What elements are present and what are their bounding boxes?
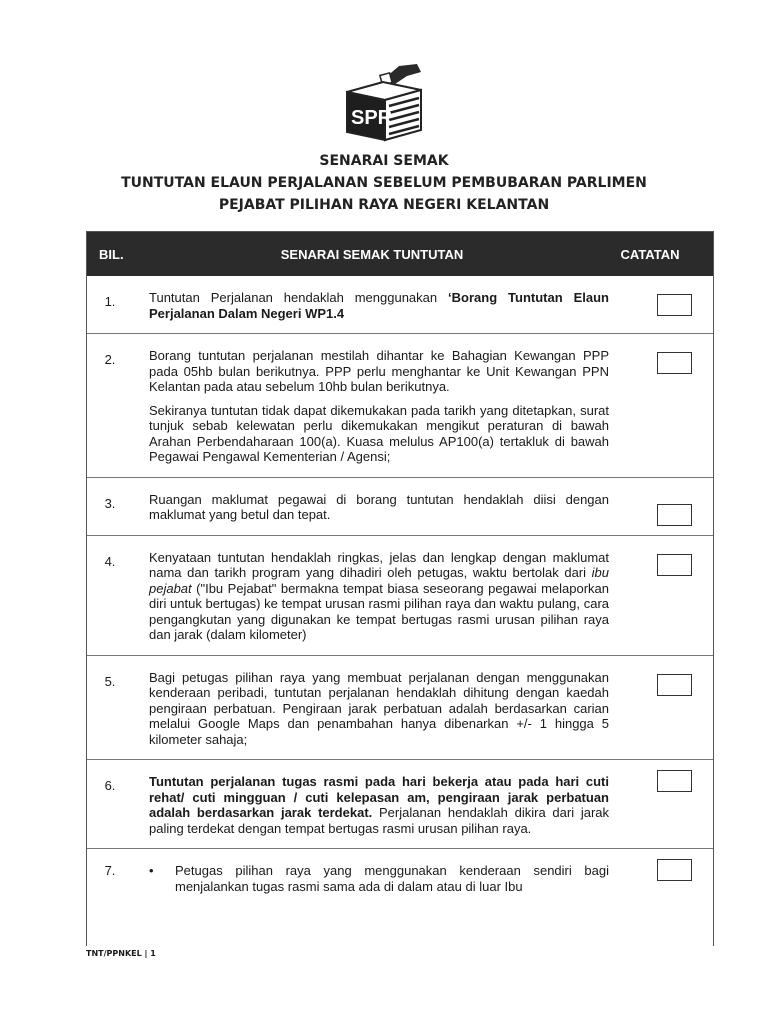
header-catatan: CATATAN <box>620 246 680 262</box>
spr-logo <box>337 60 429 142</box>
table-row <box>87 276 713 334</box>
row-content <box>133 536 609 655</box>
catatan-cell <box>609 849 713 906</box>
row-text: Perjalanan hendaklah dikira dari jarak paling terdekat dengan tempat bertugas rasmi urusan pilihan raya. <box>149 805 610 836</box>
catatan-cell <box>609 334 713 477</box>
checkbox[interactable] <box>657 770 692 792</box>
logo-text: SPR <box>351 107 393 129</box>
row-text: Petugas pilihan raya yang menggunakan kenderaan sendiri bagi menjalankan tugas rasmi sama ada di dalam atau di luar Ibu <box>175 863 609 894</box>
checkbox[interactable] <box>657 294 692 316</box>
catatan-cell <box>609 536 713 655</box>
checklist-table <box>86 231 714 946</box>
table-row <box>87 478 713 536</box>
row-number: 2. <box>104 352 116 367</box>
page-footer: TNT/PPNKEL | 1 <box>86 949 156 958</box>
table-row <box>87 656 713 761</box>
catatan-cell <box>609 760 713 848</box>
row-text-bold: ‘Borang Tuntutan Elaun Perjalanan Dalam Negeri WP1.4 <box>149 290 609 321</box>
row-content <box>133 478 609 535</box>
row-text-bold: Tuntutan perjalanan tugas rasmi pada hari bekerja atau pada hari cuti rehat/ cuti mingguan / cuti kelepasan am, pengiraan jarak perbatuan adalah berdasarkan jarak terdekat. <box>149 774 609 820</box>
header-senarai: SENARAI SEMAK TUNTUTAN <box>280 246 464 262</box>
row-content <box>133 849 609 906</box>
row-number: 6. <box>104 778 116 793</box>
row-text: Kenyataan tuntutan hendaklah ringkas, jelas dan lengkap dengan maklumat nama dan tarikh program yang dihadiri oleh petugas, waktu bertolak dari <box>149 549 609 580</box>
table-row <box>87 334 713 478</box>
checkbox[interactable] <box>657 352 692 374</box>
catatan-cell <box>609 656 713 760</box>
row-content <box>133 760 609 848</box>
checkbox[interactable] <box>657 859 692 881</box>
table-header <box>87 232 713 276</box>
row-content <box>133 656 609 760</box>
document-titles <box>0 150 768 216</box>
row-text: Bagi petugas pilihan raya yang membuat perjalanan dengan menggunakan kenderaan peribadi, tuntutan perjalanan hendaklah dihitung dengan kaedah pengiraan perbatuan. Pengiraan jarak perbatuan adalah berdasarkan carian melalui Google Maps dan penambahan hanya dibenarkan +/- 1 hingga 5 kilometer sahaja; <box>149 669 609 747</box>
row-text: Sekiranya tuntutan tidak dapat dikemukakan pada tarikh yang ditetapkan, surat tunjuk sebab kelewatan perlu dikemukakan mengikut peraturan di bawah Arahan Perbendaharaan 100(a). Kuasa melulus AP100(a) tertakluk di bawah Pegawai Pengawal Kementerian / Agensi; <box>149 402 609 464</box>
checkbox[interactable] <box>657 674 692 696</box>
table-row <box>87 849 713 906</box>
catatan-cell <box>609 276 713 333</box>
bullet-icon: • <box>149 863 154 878</box>
row-number: 7. <box>104 863 116 878</box>
table-row <box>87 760 713 849</box>
checkbox[interactable] <box>657 504 692 526</box>
checkbox[interactable] <box>657 554 692 576</box>
row-number: 3. <box>104 495 116 511</box>
title-line-3: PEJABAT PILIHAN RAYA NEGERI KELANTAN <box>218 197 550 213</box>
row-text-italic: ibu pejabat <box>149 565 609 596</box>
catatan-cell <box>609 478 713 535</box>
row-text: ("Ibu Pejabat" bermakna tempat biasa seseorang pegawai melaporkan diri untuk bertugas) ke tempat urusan rasmi pilihan raya dan waktu pulang, cara pengangkutan yang digunakan ke tempat bertugas rasmi urusan pilihan raya dan jarak (dalam kilometer) <box>149 580 609 642</box>
header-bil: BIL. <box>99 246 124 262</box>
table-row <box>87 536 713 656</box>
row-number: 4. <box>104 553 116 569</box>
row-text: Borang tuntutan perjalanan mestilah dihantar ke Bahagian Kewangan PPP pada 05hb bulan berikutnya. PPP perlu menghantar ke Unit Kewangan PPN Kelantan pada atau sebelum 10hb bulan berikutnya. <box>149 348 609 394</box>
row-content <box>133 334 609 477</box>
row-text: Ruangan maklumat pegawai di borang tuntutan hendaklah diisi dengan maklumat yang betul dan tepat. <box>149 491 609 522</box>
row-number: 1. <box>104 294 116 309</box>
title-line-1: SENARAI SEMAK <box>319 153 449 169</box>
row-content <box>133 276 609 333</box>
row-text: Tuntutan Perjalanan hendaklah menggunakan <box>149 290 449 305</box>
title-line-2: TUNTUTAN ELAUN PERJALANAN SEBELUM PEMBUBARAN PARLIMEN <box>121 175 647 191</box>
ballot-box-icon <box>337 60 429 142</box>
row-number: 5. <box>104 673 116 689</box>
